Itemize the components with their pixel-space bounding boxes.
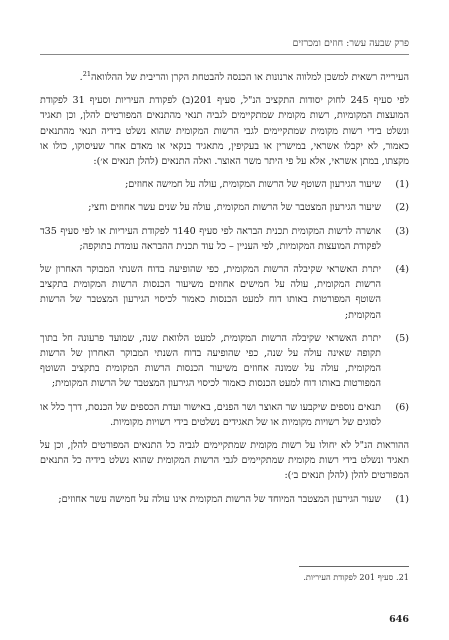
footnote-number: 21. [395,572,409,582]
list-item-text: שעור הגירעון המצטבר המיוחד של הרשות המקומית אינו עולה על חמישה עשר אחוזים; [58,493,381,505]
footnote-ref[interactable]: 21 [82,69,91,78]
list-item-text: שיעור הגירעון השוטף של הרשות המקומית, עולה על חמישה אחוזים; [125,179,381,191]
list-item-number: (2) [395,202,409,214]
list-item-number: (3) [395,225,409,237]
list-item-number: (1) [395,179,409,191]
list-item [40,331,409,392]
conditions-a-list [40,177,409,430]
list-item [40,200,409,215]
running-header: פרק שבעה עשר: חוזים ומכרזים [292,38,409,49]
paragraph-intro-text: העירייה רשאית למשכן למלווה ארנונות או הכנסה להבטחת הקרן והריבית של ההלוואה [90,72,409,83]
paragraph-conditions-b: ההוראות הנ"ל לא יחולו על רשות מקומית שמתקיימים לגביה כל התנאים המפורטים להלן, וכן על תאגיד ונשלט בידי רשות מקומית שמתקיימים לגבי הרשות המקומית שהוא נשלט בידיה כל התנאים המפורטים להלן (להלן תנאים ב׳): [40,440,409,482]
conditions-b-list [40,492,409,507]
page-number: 646 [389,614,409,625]
list-item-text: אושרה לרשות המקומית תכנית הבראה לפי סעיף 140ד לפקודת העיריות או לפי סעיף 35ד לפקודת המועצות המקומיות, לפי העניין – כל עוד תכנית ההבראה עומדת בתוקפה; [40,225,381,252]
list-item-number: (6) [395,401,409,413]
paragraph-intro-end: . [79,72,83,83]
paragraph-intro [40,70,409,85]
paragraph-conditions-a: לפי סעיף 245 לחוק יסודות התקציב הנ"ל, סעיף 201(ב) לפקודת העיריות וסעיף 31 לפקודת המועצות המקומיות, רשות מקומית שמתקיימים לגביה תנאי מהתנאים המפורטים להלן, וכן תאגיד ונשלט בידי רשות מקומית שמתקיימים לגבי הרשות המקומית שהוא נשלט בידיה תנאי מהתנאים כאמור, לא יקבלו אשראי, במישרין או בעקיפין, מתאגיד בנקאי או מאדם אחר שעיסוקו, כולו או מקצתו, במתן אשראי, אלא על פי היתר משר האוצר. ואלה התנאים (להלן תנאים א׳): [40,95,410,168]
list-item-number: (5) [395,332,409,344]
list-item [40,224,409,254]
list-item-text: תנאים נוספים שיקבעו שר האוצר ושר הפנים, באישור ועדת הכספים של הכנסת, דרך כלל או לסוגים של רשויות מקומיות או של תאגידים נשלטים בידי רשויות מקומיות. [40,401,381,428]
body-text [40,70,409,515]
footnote-text: סעיף 201 לפקודת העיריות. [303,572,394,582]
list-item [40,177,409,192]
list-item [40,262,409,323]
list-item-text: יתרת האשראי שקיבלה הרשות המקומית, כפי שהופיעה בדוח השנתי המבוקר האחרון של הרשות המקומית, עולה על חמישים אחוזים משיעור הכנסות הרשות המקומית בתקציב השוטף המפורטות באותו דוח למעט הכנסות כאמור לכיסוי הגירעון המצטבר של הרשות המקומית; [40,264,381,321]
footnote-rule [299,566,409,567]
header-rule [40,54,409,55]
list-item-number: (1) [395,493,409,505]
list-item-text: שיעור הגירעון המצטבר של הרשות המקומית, עולה על שנים עשר אחוזים וחצי; [88,202,381,214]
list-item-number: (4) [395,264,409,276]
list-item [40,400,409,430]
list-item [40,492,409,507]
footnote [40,572,409,582]
list-item-text: יתרת האשראי שקיבלה הרשות המקומית, למעט הלוואת שנה, שמועד פרעונה חל בתוך תקופה שאינה עולה על שנה, כפי שהופיעה בדוח השנתי המבוקר האחרון של הרשות המקומית, עולה על שמונה אחוזים משיעור הכנסות הרשות המקומית בתקציב השוטף המפורטות באותו דוח למעט הכנסות כאמור לכיסוי הגירעון המצטבר של הרשות המקומית; [40,332,381,390]
